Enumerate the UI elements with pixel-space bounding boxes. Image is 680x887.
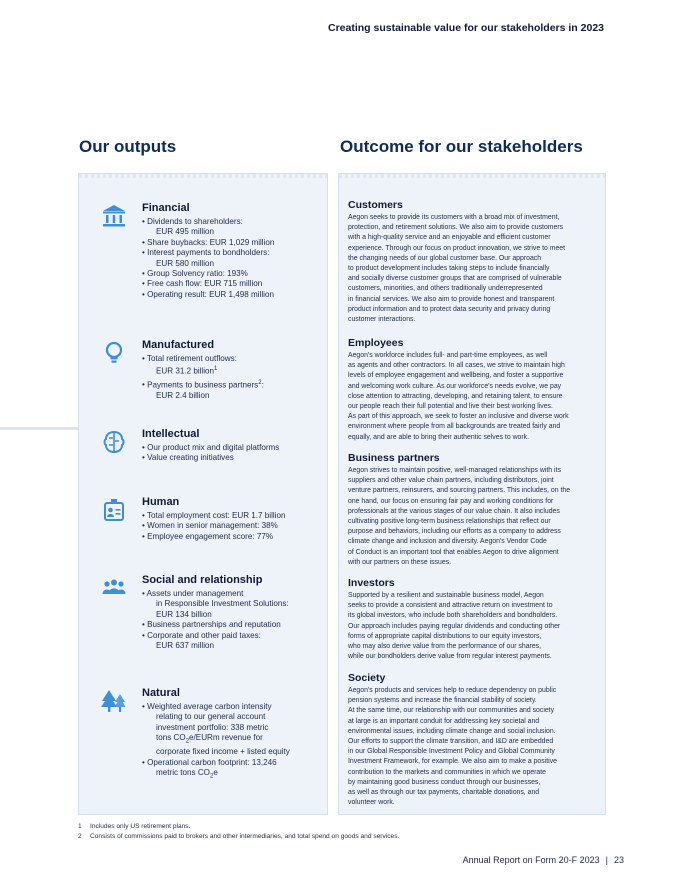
list-item: • Interest payments to bondholders: EUR 580 million (142, 248, 327, 269)
list-item: • Group Solvency ratio: 193% (142, 269, 327, 279)
list-item: • Operating result: EUR 1,498 million (142, 290, 327, 300)
text-line: At the same time, our relationship with our communities and society (348, 707, 555, 715)
text-line: venture partners, reinsurers, and sourcing partners. This includes, on the (348, 487, 571, 495)
outputs-title: Our outputs (79, 137, 177, 156)
text-line: Our approach includes paying regular dividends and conducting other (348, 622, 561, 630)
text-line: purpose and behaviors, including our efforts as a company to address (348, 528, 561, 536)
text-line: professionals at the various stages of our value chain. It also includes (348, 507, 560, 515)
list-item: • Corporate and other paid taxes: EUR 637 million (142, 631, 327, 652)
list-item: • Employee engagement score: 77% (142, 532, 327, 542)
text-line: levels of employee engagement and wellbeing, and foster a supportive (348, 372, 564, 380)
text-line: protection, and retirement solutions. We also aim to provide customers (348, 224, 564, 232)
list-item: • Value creating initiatives (142, 453, 327, 463)
list-item: • Share buybacks: EUR 1,029 million (142, 238, 327, 248)
text-line: experience. Through our focus on product innovation, we strive to meet (348, 244, 566, 252)
text-line: of Conduct is an important tool that enables Aegon to drive alignment (348, 548, 559, 556)
text-line: equally, and are able to bring their authentic selves to work. (348, 433, 530, 441)
text-line: by maintaining good business conduct through our businesses, (348, 778, 541, 786)
text-line: customers, minorities, and others traditionally underrepresented (348, 285, 543, 293)
category-title: Social and relationship (142, 574, 263, 586)
text-line: suppliers and other value chain partners, including distributors, joint (348, 477, 554, 485)
text-line: in our Global Responsible Investment Policy and Global Community (348, 748, 555, 756)
text-line: with our partners on these issues. (348, 558, 452, 566)
report-name: Annual Report on Form 20-F 2023 (462, 855, 600, 865)
text-line: to product development includes taking steps to include financially (348, 265, 550, 273)
text-line: who may also derive value from the performance of our shares, (348, 643, 542, 651)
stakeholder-investors (348, 577, 600, 662)
category-title: Manufactured (142, 339, 215, 351)
text-line: product information and to protect data security and privacy during (348, 305, 551, 313)
page-footer (463, 855, 624, 865)
text-line: Aegon's workforce includes full- and part-time employees, as well (348, 352, 548, 359)
text-line: Our efforts to support the climate transition, and I&D are embedded (348, 738, 554, 746)
category-title: Financial (142, 202, 190, 214)
category-title: Natural (142, 687, 180, 699)
list-item: • Women in senior management: 38% (142, 521, 327, 531)
text-line: customer interactions. (348, 316, 416, 324)
stakeholder-text (348, 686, 600, 808)
text-line: and socially diverse customer groups that are comprised of vulnerable (348, 275, 562, 283)
text-line: close attention to attracting, developing, and retaining talent, to ensure (348, 392, 563, 400)
divider (0, 427, 78, 430)
footnote: 2 Consists of commissions paid to brokers and other intermediaries, and total spend on goods and services. (78, 833, 400, 840)
bank-icon (100, 202, 128, 230)
list-item: • Total retirement outflows: EUR 31.2 billion$^1$ (142, 354, 327, 378)
stakeholder-text (348, 591, 600, 662)
stakeholder-text (348, 351, 600, 443)
brain-icon (100, 428, 128, 456)
stakeholder-society (348, 672, 600, 808)
stakeholder-title: Employees (348, 337, 404, 349)
text-line: the changing needs of our global customer base. Our approach (348, 254, 542, 262)
text-line: Aegon strives to maintain positive, well-managed relationships with its (348, 467, 561, 474)
text-line: one hand, our focus on ensuring fair pay and working conditions for (348, 497, 554, 505)
outcomes-title: Outcome for our stakeholders (340, 137, 583, 156)
text-line: while our bondholders derive value from regular interest payments. (348, 653, 552, 661)
id-badge-icon (100, 496, 128, 524)
stakeholder-title: Society (348, 672, 386, 684)
list-item: • Weighted average carbon intensity relating to our general account investment portfolio: 338 metric tons $CO_2e$/EURm revenue for corporate fixed income + listed equity (142, 702, 327, 758)
page-header: Creating sustainable value for our stakeholders in 2023 (327, 22, 604, 34)
list-item: • Dividends to shareholders: EUR 495 million (142, 217, 327, 238)
stakeholder-title: Investors (348, 577, 395, 589)
stakeholder-employees (348, 337, 600, 443)
text-line: environmental issues, including climate change and social inclusion. (348, 727, 556, 735)
footnote: 1 Includes only US retirement plans. (78, 823, 191, 830)
text-line: forms of appropriate capital distributions to our equity investors, (348, 632, 542, 640)
page-number: 23 (613, 855, 624, 865)
text-line: and welcoming work culture. As our workforce's needs evolve, we pay (348, 382, 562, 390)
stakeholder-text (348, 466, 600, 568)
list-item: • Free cash flow: EUR 715 million (142, 279, 327, 289)
list-item: • Assets under management in Responsible Investment Solutions: EUR 134 billion (142, 589, 327, 620)
category-title: Intellectual (142, 428, 200, 440)
list-item: • Business partnerships and reputation (142, 620, 327, 630)
stakeholder-text (348, 213, 600, 325)
category-title: Human (142, 496, 180, 508)
text-line: as agents and other contractors. In all cases, we strive to maintain high (348, 362, 565, 370)
lightbulb-icon (100, 339, 128, 367)
text-line: volunteer work. (348, 799, 395, 807)
text-line: Aegon seeks to provide its customers with a broad mix of investment, (348, 214, 560, 221)
people-group-icon (100, 574, 128, 602)
text-line: Aegon's products and services help to reduce dependency on public (348, 687, 557, 694)
list-item: • Operational carbon footprint: 13,246 metric tons $CO_2e$ (142, 758, 327, 782)
stakeholder-title: Business partners (348, 452, 440, 464)
text-line: at large is an important conduit for addressing key societal and (348, 717, 540, 725)
text-line: its global investors, who include both shareholders and bondholders. (348, 612, 558, 620)
list-item: • Total employment cost: EUR 1.7 billion (142, 511, 327, 521)
footer-separator: | (605, 855, 608, 865)
text-line: our people reach their full potential and live their best working lives. (348, 403, 553, 411)
text-line: climate change and inclusion and diversity. Aegon's Vendor Code (348, 538, 547, 546)
text-line: pension systems and increase the financial stability of society. (348, 697, 537, 705)
text-line: as well as through our tax payments, charitable donations, and (348, 789, 540, 797)
text-line: environment where people from all backgrounds are treated fairly and (348, 423, 561, 431)
text-line: cultivating positive long-term business relationships that reflect our (348, 518, 551, 526)
text-line: in financial services. We also aim to provide honest and transparent (348, 295, 555, 303)
stakeholder-title: Customers (348, 199, 403, 211)
text-line: As part of this approach, we seek to foster an inclusive and diverse work (348, 413, 569, 421)
text-line: Investment Framework, for example. We also aim to make a positive (348, 758, 557, 766)
text-line: with a high-quality service and an enjoyable and efficient customer (348, 234, 551, 242)
list-item: • Payments to business partners$^2$: EUR 2.4 billion (142, 378, 327, 402)
list-item: • Our product mix and digital platforms (142, 443, 327, 453)
stakeholder-customers (348, 199, 600, 325)
footnotes (78, 822, 399, 842)
stakeholder-business-partners (348, 452, 600, 568)
text-line: Supported by a resilient and sustainable business model, Aegon (348, 592, 544, 599)
trees-icon (100, 687, 128, 715)
text-line: contribution to the markets and communities in which we operate (348, 768, 547, 776)
text-line: seeks to provide a consistent and attractive return on investment to (348, 602, 553, 610)
